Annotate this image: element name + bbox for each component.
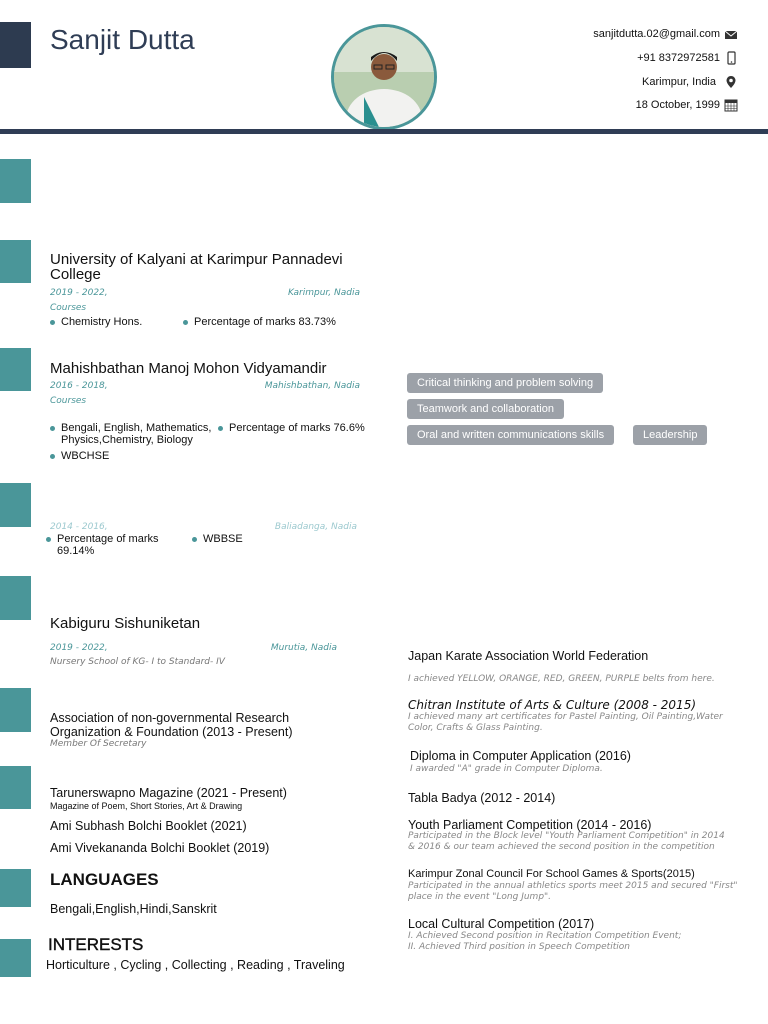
edu-note: Nursery School of KG- I to Standard- IV <box>50 657 225 667</box>
section-marker <box>0 159 31 203</box>
edu-years: 2019 - 2022, <box>50 643 108 653</box>
list-item: WBCHSE <box>50 450 109 462</box>
languages-heading: LANGUAGES <box>50 870 159 889</box>
school-name: University of Kalyani at Karimpur Pannadevi College <box>50 251 343 283</box>
achievement-desc: Participated in the annual athletics sports meet 2015 and secured "First" place in the event "Long Jump". <box>408 881 738 902</box>
school-name: Mahishbathan Manoj Mohon Vidyamandir <box>50 360 327 377</box>
achievement-title: Karimpur Zonal Council For School Games & Sports(2015) <box>408 868 695 880</box>
dob-text: 18 October, 1999 <box>635 99 720 111</box>
edu-years: 2016 - 2018, <box>50 381 108 391</box>
section-marker <box>0 939 31 977</box>
phone-icon <box>724 51 738 65</box>
organization-title: Association of non-governmental Research Organization & Foundation (2013 - Present) <box>50 711 293 739</box>
section-marker <box>0 576 31 620</box>
section-marker <box>0 240 31 283</box>
organization-role: Member Of Secretary <box>50 739 147 749</box>
achievement-desc: I achieved many art certificates for Pastel Painting, Oil Painting,Water Color, Crafts & Glass Painting. <box>408 712 723 733</box>
edu-place: Murutia, Nadia <box>270 643 337 653</box>
achievement-title: Youth Parliament Competition (2014 - 2016) <box>408 818 652 832</box>
section-marker <box>0 688 31 732</box>
section-marker <box>0 348 31 391</box>
booklet-title: Ami Vivekananda Bolchi Booklet (2019) <box>50 841 270 855</box>
achievement-title: Chitran Institute of Arts & Culture (2008 - 2015) <box>408 698 697 712</box>
achievement-desc: II. Achieved Third position in Speech Competition <box>408 942 630 952</box>
section-marker <box>0 483 31 527</box>
skill-tag: Leadership <box>633 425 707 445</box>
location-text: Karimpur, India <box>642 76 716 88</box>
courses-label: Courses <box>50 303 87 313</box>
profile-photo <box>331 24 437 130</box>
phone-text: +91 8372972581 <box>637 52 720 64</box>
section-marker <box>0 766 31 809</box>
header-divider <box>0 129 768 134</box>
school-name: Kabiguru Sishuniketan <box>50 615 201 632</box>
achievement-desc: I. Achieved Second position in Recitation Competition Event; <box>408 931 682 941</box>
achievement-title: Tabla Badya (2012 - 2014) <box>408 791 556 805</box>
list-item: Chemistry Hons. <box>50 316 142 328</box>
skill-tag: Oral and written communications skills <box>407 425 614 445</box>
list-item: Percentage of marks 83.73% <box>183 316 336 328</box>
location-pin-icon <box>724 75 738 89</box>
achievement-title: Japan Karate Association World Federation <box>408 649 649 663</box>
achievement-title: Local Cultural Competition (2017) <box>408 917 595 931</box>
interests-list: Horticulture , Cycling , Collecting , Reading , Traveling <box>46 958 345 972</box>
skill-tag: Teamwork and collaboration <box>407 399 564 419</box>
achievement-title: Diploma in Computer Application (2016) <box>410 749 631 763</box>
list-item: Bengali, English, Mathematics, Physics,Chemistry, Biology <box>50 422 226 446</box>
edu-years: 2014 - 2016, <box>50 522 108 532</box>
email-text[interactable]: sanjitdutta.02@gmail.com <box>593 28 720 40</box>
achievement-desc: Participated in the Block level "Youth Parliament Competition" in 2014 & 2016 & our team achieved the second position in the competition <box>408 831 725 852</box>
edu-place: Karimpur, Nadia <box>287 288 360 298</box>
list-item: Percentage of marks 69.14% <box>46 533 187 557</box>
magazine-desc: Magazine of Poem, Short Stories, Art & Drawing <box>50 801 243 811</box>
candidate-name: Sanjit Dutta <box>50 24 195 55</box>
courses-label: Courses <box>50 396 87 406</box>
languages-list: Bengali,English,Hindi,Sanskrit <box>50 902 217 916</box>
booklet-title: Ami Subhash Bolchi Booklet (2021) <box>50 819 247 833</box>
edu-place: Mahishbathan, Nadia <box>264 381 360 391</box>
edu-years: 2019 - 2022, <box>50 288 108 298</box>
calendar-icon <box>724 98 738 112</box>
interests-heading: INTERESTS <box>48 935 144 954</box>
section-marker <box>0 869 31 907</box>
name-accent-bar <box>0 22 31 68</box>
achievement-desc: I achieved YELLOW, ORANGE, RED, GREEN, PURPLE belts from here. <box>408 674 715 684</box>
envelope-icon <box>724 28 738 42</box>
achievement-desc: I awarded "A" grade in Computer Diploma. <box>410 764 603 774</box>
list-item: WBBSE <box>192 533 243 545</box>
magazine-title: Tarunerswapno Magazine (2021 - Present) <box>50 786 287 800</box>
edu-place: Baliadanga, Nadia <box>274 522 357 532</box>
skill-tag: Critical thinking and problem solving <box>407 373 603 393</box>
list-item: Percentage of marks 76.6% <box>218 422 365 434</box>
